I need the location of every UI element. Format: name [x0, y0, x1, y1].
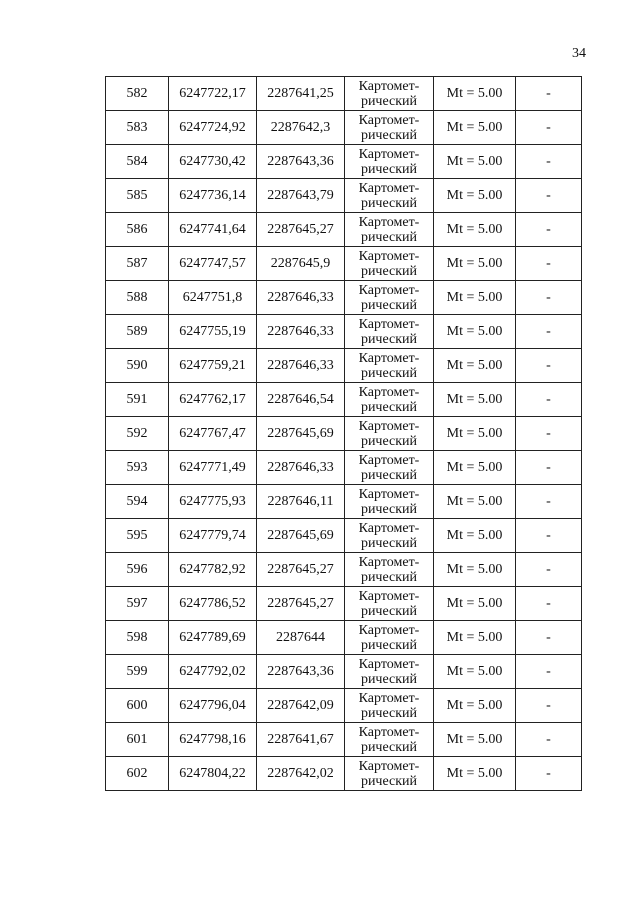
x-coordinate-cell: 6247759,21 — [169, 349, 257, 383]
point-number-cell: 601 — [106, 723, 169, 757]
note-cell: - — [516, 247, 582, 281]
y-coordinate-cell: 2287646,54 — [257, 383, 345, 417]
method-line-1: Картомет- — [358, 656, 420, 672]
point-number-cell: 583 — [106, 111, 169, 145]
table-row — [106, 145, 582, 179]
x-coordinate-cell: 6247747,57 — [169, 247, 257, 281]
method-line-2: рический — [360, 229, 418, 245]
y-coordinate-cell: 2287641,67 — [257, 723, 345, 757]
note-cell: - — [516, 281, 582, 315]
accuracy-cell: Mt = 5.00 — [434, 451, 516, 485]
method-cell — [345, 315, 434, 349]
y-coordinate-cell: 2287645,69 — [257, 519, 345, 553]
table-row — [106, 247, 582, 281]
x-coordinate-cell: 6247741,64 — [169, 213, 257, 247]
x-coordinate-cell: 6247722,17 — [169, 77, 257, 111]
table-row — [106, 349, 582, 383]
table-row — [106, 315, 582, 349]
x-coordinate-cell: 6247755,19 — [169, 315, 257, 349]
method-line-1: Картомет- — [358, 384, 420, 400]
accuracy-cell: Mt = 5.00 — [434, 315, 516, 349]
method-line-2: рический — [360, 399, 418, 415]
point-number-cell: 589 — [106, 315, 169, 349]
point-number-cell: 584 — [106, 145, 169, 179]
x-coordinate-cell: 6247762,17 — [169, 383, 257, 417]
table-row — [106, 519, 582, 553]
method-cell — [345, 723, 434, 757]
method-line-2: рический — [360, 93, 418, 109]
point-number-cell: 594 — [106, 485, 169, 519]
method-cell — [345, 179, 434, 213]
method-line-2: рический — [360, 297, 418, 313]
point-number-cell: 590 — [106, 349, 169, 383]
accuracy-cell: Mt = 5.00 — [434, 247, 516, 281]
method-line-2: рический — [360, 331, 418, 347]
y-coordinate-cell: 2287642,02 — [257, 757, 345, 791]
point-number-cell: 597 — [106, 587, 169, 621]
accuracy-cell: Mt = 5.00 — [434, 77, 516, 111]
accuracy-cell: Mt = 5.00 — [434, 281, 516, 315]
method-line-1: Картомет- — [358, 350, 420, 366]
table-row — [106, 451, 582, 485]
method-cell — [345, 77, 434, 111]
y-coordinate-cell: 2287643,36 — [257, 655, 345, 689]
accuracy-cell: Mt = 5.00 — [434, 723, 516, 757]
table-row — [106, 383, 582, 417]
note-cell: - — [516, 213, 582, 247]
note-cell: - — [516, 655, 582, 689]
table-row — [106, 689, 582, 723]
point-number-cell: 602 — [106, 757, 169, 791]
method-line-2: рический — [360, 365, 418, 381]
x-coordinate-cell: 6247730,42 — [169, 145, 257, 179]
table-row — [106, 281, 582, 315]
method-cell — [345, 111, 434, 145]
note-cell: - — [516, 621, 582, 655]
method-cell — [345, 383, 434, 417]
method-cell — [345, 213, 434, 247]
method-line-2: рический — [360, 739, 418, 755]
method-line-2: рический — [360, 535, 418, 551]
method-line-2: рический — [360, 161, 418, 177]
point-number-cell: 587 — [106, 247, 169, 281]
method-line-1: Картомет- — [358, 180, 420, 196]
method-cell — [345, 757, 434, 791]
y-coordinate-cell: 2287642,09 — [257, 689, 345, 723]
note-cell: - — [516, 723, 582, 757]
accuracy-cell: Mt = 5.00 — [434, 485, 516, 519]
point-number-cell: 600 — [106, 689, 169, 723]
table-row — [106, 621, 582, 655]
method-line-2: рический — [360, 637, 418, 653]
y-coordinate-cell: 2287643,79 — [257, 179, 345, 213]
x-coordinate-cell: 6247804,22 — [169, 757, 257, 791]
method-line-1: Картомет- — [358, 146, 420, 162]
method-line-1: Картомет- — [358, 248, 420, 264]
note-cell: - — [516, 587, 582, 621]
note-cell: - — [516, 485, 582, 519]
note-cell: - — [516, 417, 582, 451]
point-number-cell: 599 — [106, 655, 169, 689]
method-line-2: рический — [360, 671, 418, 687]
method-line-2: рический — [360, 603, 418, 619]
accuracy-cell: Mt = 5.00 — [434, 587, 516, 621]
coordinates-table-body — [106, 77, 582, 791]
x-coordinate-cell: 6247736,14 — [169, 179, 257, 213]
method-line-1: Картомет- — [358, 622, 420, 638]
accuracy-cell: Mt = 5.00 — [434, 553, 516, 587]
method-line-2: рический — [360, 263, 418, 279]
point-number-cell: 595 — [106, 519, 169, 553]
method-line-1: Картомет- — [358, 418, 420, 434]
method-line-1: Картомет- — [358, 78, 420, 94]
y-coordinate-cell: 2287643,36 — [257, 145, 345, 179]
method-line-1: Картомет- — [358, 690, 420, 706]
note-cell: - — [516, 179, 582, 213]
method-line-2: рический — [360, 127, 418, 143]
table-row — [106, 723, 582, 757]
accuracy-cell: Mt = 5.00 — [434, 145, 516, 179]
point-number-cell: 593 — [106, 451, 169, 485]
x-coordinate-cell: 6247792,02 — [169, 655, 257, 689]
y-coordinate-cell: 2287645,27 — [257, 587, 345, 621]
method-line-1: Картомет- — [358, 214, 420, 230]
note-cell: - — [516, 315, 582, 349]
table-row — [106, 111, 582, 145]
method-line-1: Картомет- — [358, 112, 420, 128]
point-number-cell: 582 — [106, 77, 169, 111]
table-row — [106, 213, 582, 247]
coordinates-table — [105, 76, 582, 791]
x-coordinate-cell: 6247779,74 — [169, 519, 257, 553]
x-coordinate-cell: 6247796,04 — [169, 689, 257, 723]
method-cell — [345, 451, 434, 485]
note-cell: - — [516, 553, 582, 587]
accuracy-cell: Mt = 5.00 — [434, 757, 516, 791]
y-coordinate-cell: 2287646,11 — [257, 485, 345, 519]
point-number-cell: 588 — [106, 281, 169, 315]
accuracy-cell: Mt = 5.00 — [434, 621, 516, 655]
table-row — [106, 655, 582, 689]
note-cell: - — [516, 383, 582, 417]
method-line-1: Картомет- — [358, 588, 420, 604]
note-cell: - — [516, 689, 582, 723]
x-coordinate-cell: 6247775,93 — [169, 485, 257, 519]
method-line-1: Картомет- — [358, 282, 420, 298]
y-coordinate-cell: 2287645,27 — [257, 553, 345, 587]
method-line-2: рический — [360, 433, 418, 449]
x-coordinate-cell: 6247786,52 — [169, 587, 257, 621]
method-cell — [345, 349, 434, 383]
y-coordinate-cell: 2287646,33 — [257, 281, 345, 315]
accuracy-cell: Mt = 5.00 — [434, 417, 516, 451]
table-row — [106, 587, 582, 621]
accuracy-cell: Mt = 5.00 — [434, 349, 516, 383]
table-row — [106, 77, 582, 111]
point-number-cell: 598 — [106, 621, 169, 655]
method-cell — [345, 145, 434, 179]
note-cell: - — [516, 349, 582, 383]
y-coordinate-cell: 2287645,69 — [257, 417, 345, 451]
note-cell: - — [516, 145, 582, 179]
x-coordinate-cell: 6247771,49 — [169, 451, 257, 485]
method-line-2: рический — [360, 501, 418, 517]
table-row — [106, 757, 582, 791]
method-line-1: Картомет- — [358, 520, 420, 536]
point-number-cell: 586 — [106, 213, 169, 247]
point-number-cell: 596 — [106, 553, 169, 587]
table-row — [106, 485, 582, 519]
x-coordinate-cell: 6247798,16 — [169, 723, 257, 757]
method-cell — [345, 553, 434, 587]
y-coordinate-cell: 2287642,3 — [257, 111, 345, 145]
method-cell — [345, 587, 434, 621]
note-cell: - — [516, 451, 582, 485]
page-number: 34 — [572, 46, 586, 61]
note-cell: - — [516, 77, 582, 111]
note-cell: - — [516, 757, 582, 791]
x-coordinate-cell: 6247767,47 — [169, 417, 257, 451]
method-line-1: Картомет- — [358, 758, 420, 774]
method-cell — [345, 247, 434, 281]
x-coordinate-cell: 6247724,92 — [169, 111, 257, 145]
y-coordinate-cell: 2287644 — [257, 621, 345, 655]
method-line-1: Картомет- — [358, 316, 420, 332]
method-line-2: рический — [360, 195, 418, 211]
point-number-cell: 585 — [106, 179, 169, 213]
method-cell — [345, 655, 434, 689]
method-cell — [345, 689, 434, 723]
method-line-1: Картомет- — [358, 554, 420, 570]
accuracy-cell: Mt = 5.00 — [434, 213, 516, 247]
method-line-1: Картомет- — [358, 486, 420, 502]
y-coordinate-cell: 2287641,25 — [257, 77, 345, 111]
note-cell: - — [516, 519, 582, 553]
table-row — [106, 553, 582, 587]
method-line-2: рический — [360, 569, 418, 585]
method-line-1: Картомет- — [358, 452, 420, 468]
method-cell — [345, 485, 434, 519]
accuracy-cell: Mt = 5.00 — [434, 655, 516, 689]
y-coordinate-cell: 2287645,27 — [257, 213, 345, 247]
note-cell: - — [516, 111, 582, 145]
y-coordinate-cell: 2287646,33 — [257, 315, 345, 349]
method-cell — [345, 621, 434, 655]
method-line-2: рический — [360, 467, 418, 483]
accuracy-cell: Mt = 5.00 — [434, 111, 516, 145]
table-row — [106, 179, 582, 213]
y-coordinate-cell: 2287646,33 — [257, 349, 345, 383]
x-coordinate-cell: 6247751,8 — [169, 281, 257, 315]
x-coordinate-cell: 6247789,69 — [169, 621, 257, 655]
accuracy-cell: Mt = 5.00 — [434, 179, 516, 213]
method-line-2: рический — [360, 705, 418, 721]
method-line-2: рический — [360, 773, 418, 789]
method-cell — [345, 281, 434, 315]
table-row — [106, 417, 582, 451]
method-cell — [345, 519, 434, 553]
point-number-cell: 592 — [106, 417, 169, 451]
y-coordinate-cell: 2287646,33 — [257, 451, 345, 485]
y-coordinate-cell: 2287645,9 — [257, 247, 345, 281]
point-number-cell: 591 — [106, 383, 169, 417]
accuracy-cell: Mt = 5.00 — [434, 383, 516, 417]
x-coordinate-cell: 6247782,92 — [169, 553, 257, 587]
accuracy-cell: Mt = 5.00 — [434, 689, 516, 723]
accuracy-cell: Mt = 5.00 — [434, 519, 516, 553]
method-line-1: Картомет- — [358, 724, 420, 740]
method-cell — [345, 417, 434, 451]
